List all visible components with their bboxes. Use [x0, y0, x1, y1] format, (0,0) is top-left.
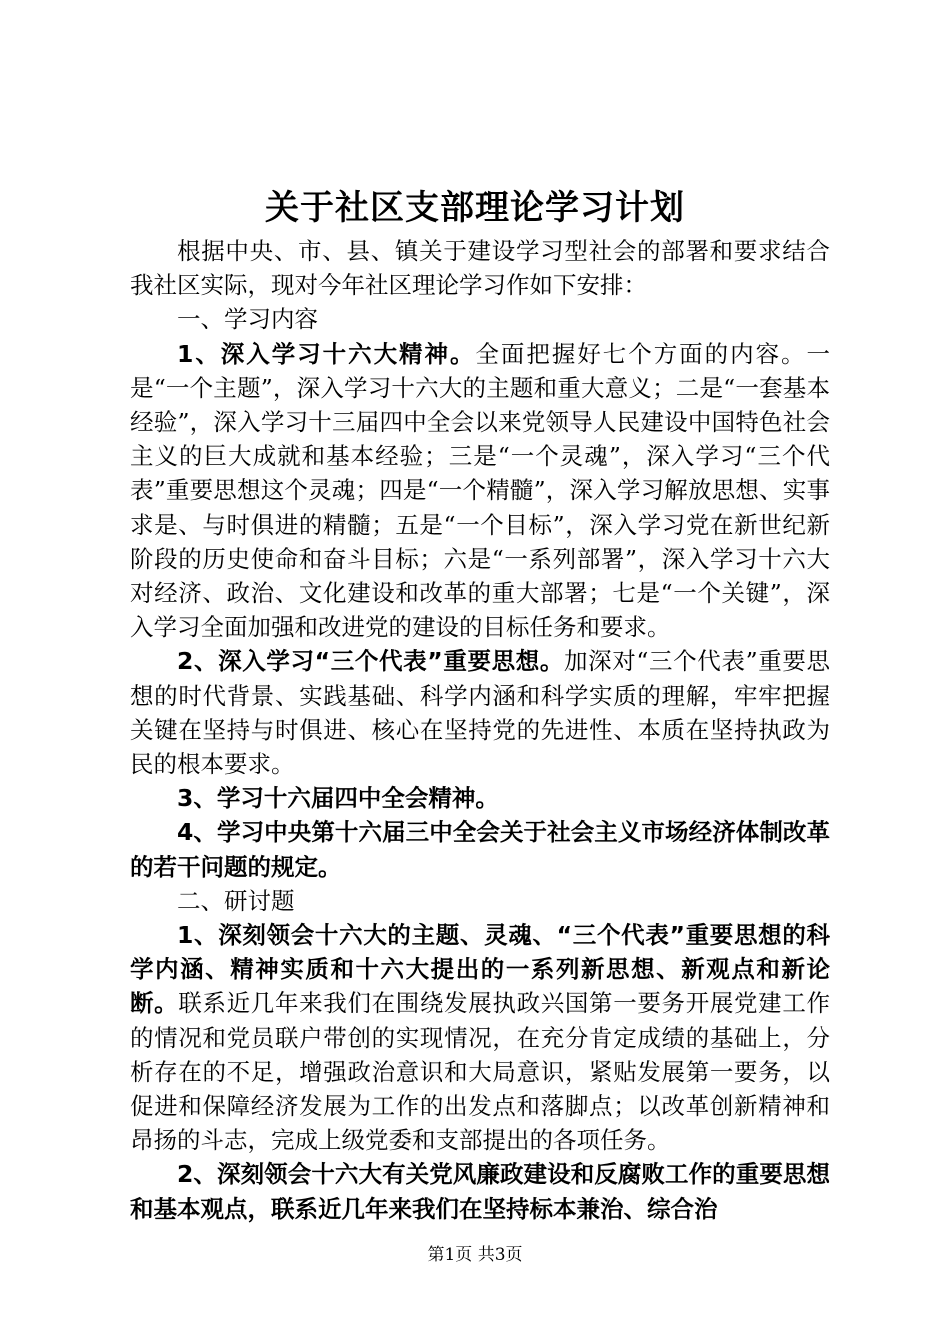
study-item-3-lead: 3、学习十六届四中全会精神。 — [177, 784, 499, 813]
intro-paragraph: 根据中央、市、县、镇关于建设学习型社会的部署和要求结合我社区实际，现对今年社区理论学习作如下安排： — [130, 237, 830, 300]
study-item-4-lead: 4、学习中央第十六届三中全会关于社会主义市场经济体制改革的若干问题的规定。 — [130, 818, 830, 881]
discussion-topic-2-lead: 2、深刻领会十六大有关党风廉政建设和反腐败工作的重要思想和基本观点，联系近几年来我们在坚持标本兼治、综合治 — [130, 1160, 830, 1223]
study-item-1 — [130, 337, 830, 645]
discussion-topic-1-text: 联系近几年来我们在围绕发展执政兴国第一要务开展党建工作的情况和党员联户带创的实现情况，在充分肯定成绩的基础上，分析存在的不足，增强政治意识和大局意识，紧贴发展第一要务，以促进和保障经济发展为工作的出发点和落脚点；以改革创新精神和昂扬的斗志，完成上级党委和支部提出的各项任务。 — [130, 989, 831, 1155]
discussion-topic-1-lead: 1、深刻领会十六大的主题、灵魂、“三个代表”重要思想的科学内涵、精神实质和十六大提出的一系列新思想、新观点和新论断。 — [130, 921, 830, 1018]
section-heading-discussion — [130, 884, 830, 918]
study-item-3 — [130, 781, 830, 815]
section-heading-study-content — [130, 302, 830, 336]
study-item-4 — [130, 815, 830, 883]
study-item-2-text: 加深对“三个代表”重要思想的时代背景、实践基础、科学内涵和科学实质的理解，牢牢把握关键在坚持与时俱进、核心在坚持党的先进性、本质在坚持执政为民的根本要求。 — [130, 647, 830, 779]
discussion-topic-2 — [130, 1157, 830, 1225]
section1-heading-text: 一、学习内容 — [177, 305, 318, 334]
discussion-topic-1 — [130, 918, 830, 1157]
study-item-1-text: 全面把握好七个方面的内容。一是“一个主题”，深入学习十六大的主题和重大意义；二是“一套基本经验”，深入学习十三届四中全会以来党领导人民建设中国特色社会主义的巨大成就和基本经验；三是“一个灵魂”，深入学习“三个代表”重要思想这个灵魂；四是“一个精髓”，深入学习解放思想、实事求是、与时俱进的精髓；五是“一个目标”，深入学习党在新世纪新阶段的历史使命和奋斗目标；六是“一系列部署”，深入学习十六大对经济、政治、文化建设和改革的重大部署；七是“一个关键”，深入学习全面加强和改进党的建设的目标任务和要求。 — [130, 339, 831, 642]
page-footer: 第1页 共3页 — [427, 1245, 523, 1265]
study-item-2 — [130, 644, 830, 781]
study-item-2-lead: 2、深入学习“三个代表”重要思想。 — [177, 647, 564, 676]
document-body — [130, 234, 830, 1226]
study-item-1-lead: 1、深入学习十六大精神。 — [177, 339, 476, 368]
section2-heading-text: 二、研讨题 — [177, 886, 295, 915]
document-title: 关于社区支部理论学习计划 — [265, 188, 685, 228]
